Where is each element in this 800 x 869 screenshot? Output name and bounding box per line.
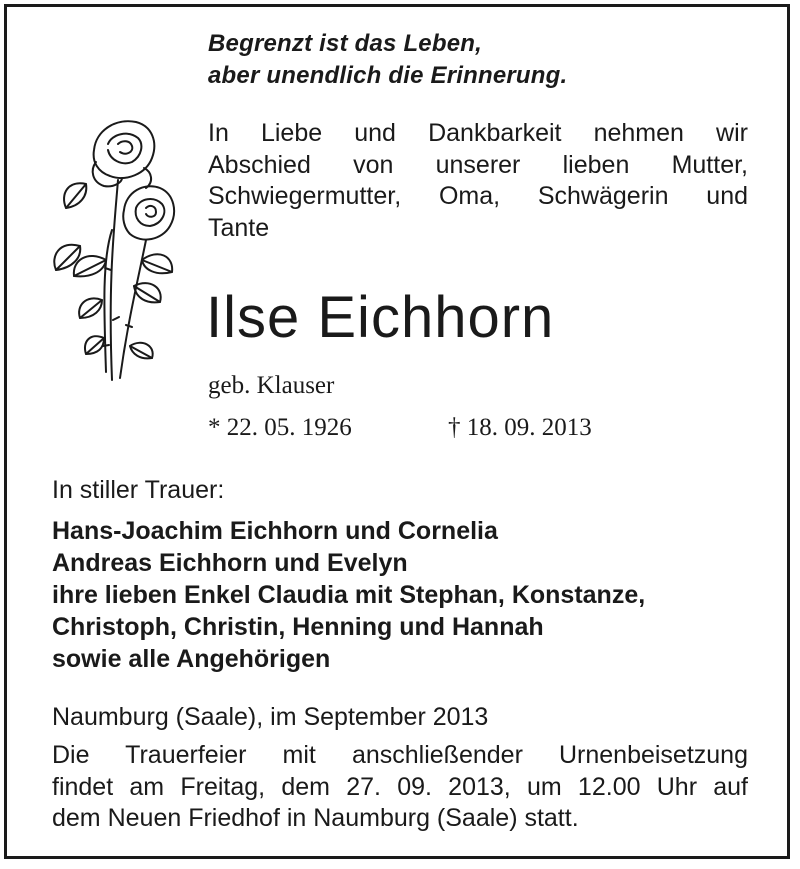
mourner-line: Christoph, Christin, Henning und Hannah xyxy=(52,613,544,641)
intro-line: Abschied von unserer lieben Mutter, xyxy=(208,150,748,179)
deceased-name: Ilse Eichhorn xyxy=(206,285,555,350)
mourner-line: Andreas Eichhorn und Evelyn xyxy=(52,549,408,577)
place-date: Naumburg (Saale), im September 2013 xyxy=(52,703,489,731)
rose-icon xyxy=(46,110,186,390)
mourner-line: sowie alle Angehörigen xyxy=(52,645,331,673)
motto-line-1: Begrenzt ist das Leben, xyxy=(208,30,482,57)
intro-text xyxy=(208,118,748,244)
intro-line: In Liebe und Dankbarkeit nehmen wir xyxy=(208,119,748,147)
mourner-line: Hans-Joachim Eichhorn und Cornelia xyxy=(52,517,498,545)
funeral-line: findet am Freitag, dem 27. 09. 2013, um 12.00 Uhr auf xyxy=(52,772,748,801)
funeral-line: dem Neuen Friedhof in Naumburg (Saale) statt. xyxy=(52,804,579,832)
intro-line: Schwiegermutter, Oma, Schwägerin und xyxy=(208,182,748,210)
mourner-line: ihre lieben Enkel Claudia mit Stephan, Konstanze, xyxy=(52,581,646,609)
life-dates xyxy=(208,414,592,442)
mourners-intro: In stiller Trauer: xyxy=(52,476,225,504)
death-date: † 18. 09. 2013 xyxy=(448,414,592,441)
funeral-info xyxy=(52,740,748,835)
motto-line-2: aber unendlich die Erinnerung. xyxy=(208,62,568,89)
intro-line: Tante xyxy=(208,213,270,242)
birth-date: * 22. 05. 1926 xyxy=(208,414,352,441)
funeral-line: Die Trauerfeier mit anschließender Urnenbeisetzung xyxy=(52,741,748,769)
birth-name: geb. Klauser xyxy=(208,372,335,399)
